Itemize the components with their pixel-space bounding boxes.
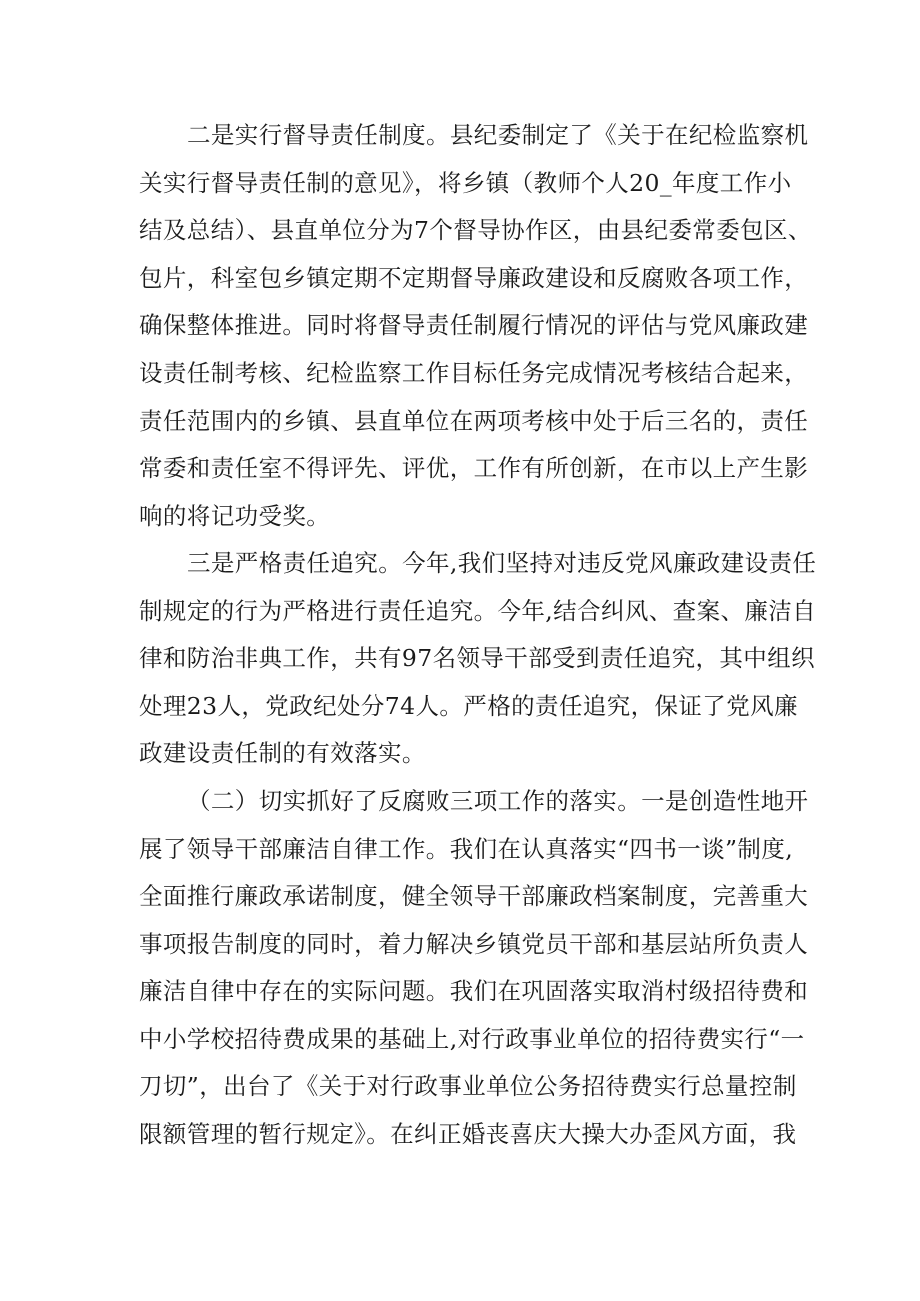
paragraph-2-line-3: 律和防治非典工作，共有97名领导干部受到责任追究，其中组织	[139, 644, 816, 672]
paragraph-1-line-4: 包片，科室包乡镇定期不定期督导廉政建设和反腐败各项工作，	[139, 264, 809, 292]
paragraph-3-line-8: 限额管理的暂行规定》。在纠正婚丧喜庆大操大办歪风方面，我	[139, 1120, 797, 1148]
paragraph-1-line-8: 常委和责任室不得评先、评优，工作有所创新，在市以上产生影	[139, 454, 809, 482]
paragraph-3-line-5: 廉洁自律中存在的实际问题。我们在巩固落实取消村级招待费和	[139, 977, 809, 1005]
paragraph-1-line-6: 设责任制考核、纪检监察工作目标任务完成情况考核结合起来，	[139, 359, 809, 387]
paragraph-1-line-9: 响的将记功受奖。	[139, 502, 331, 530]
paragraph-1-line-2: 关实行督导责任制的意见》，将乡镇（教师个人20_年度工作小	[139, 169, 792, 197]
paragraph-3-line-3: 全面推行廉政承诺制度，健全领导干部廉政档案制度，完善重大	[139, 882, 809, 910]
paragraph-2-line-1: 三是严格责任追究。今年,我们坚持对违反党风廉政建设责任	[187, 549, 817, 577]
paragraph-1-line-5: 确保整体推进。同时将督导责任制履行情况的评估与党风廉政建	[139, 311, 809, 339]
paragraph-1-line-1: 二是实行督导责任制度。县纪委制定了《关于在纪检监察机	[187, 121, 809, 149]
paragraph-2-line-4: 处理23人，党政纪处分74人。严格的责任追究，保证了党风廉	[139, 692, 798, 720]
paragraph-2-line-2: 制规定的行为严格进行责任追究。今年,结合纠风、查案、廉洁自	[139, 597, 817, 625]
paragraph-3-line-6: 中小学校招待费成果的基础上,对行政事业单位的招待费实行“一	[139, 1025, 805, 1053]
paragraph-3-line-1: （二）切实抓好了反腐败三项工作的落实。一是创造性地开	[187, 787, 809, 815]
paragraph-1-line-7: 责任范围内的乡镇、县直单位在两项考核中处于后三名的，责任	[139, 407, 809, 435]
paragraph-3-line-7: 刀切”，出台了《关于对行政事业单位公务招待费实行总量控制	[139, 1072, 797, 1100]
paragraph-1-line-3: 结及总结）、县直单位分为7个督导协作区，由县纪委常委包区、	[139, 216, 812, 244]
paragraph-2-line-5: 政建设责任制的有效落实。	[139, 739, 426, 767]
paragraph-3-line-4: 事项报告制度的同时，着力解决乡镇党员干部和基层站所负责人	[139, 930, 809, 958]
paragraph-3-line-2: 展了领导干部廉洁自律工作。我们在认真落实“四书一谈”制度,	[139, 835, 794, 863]
